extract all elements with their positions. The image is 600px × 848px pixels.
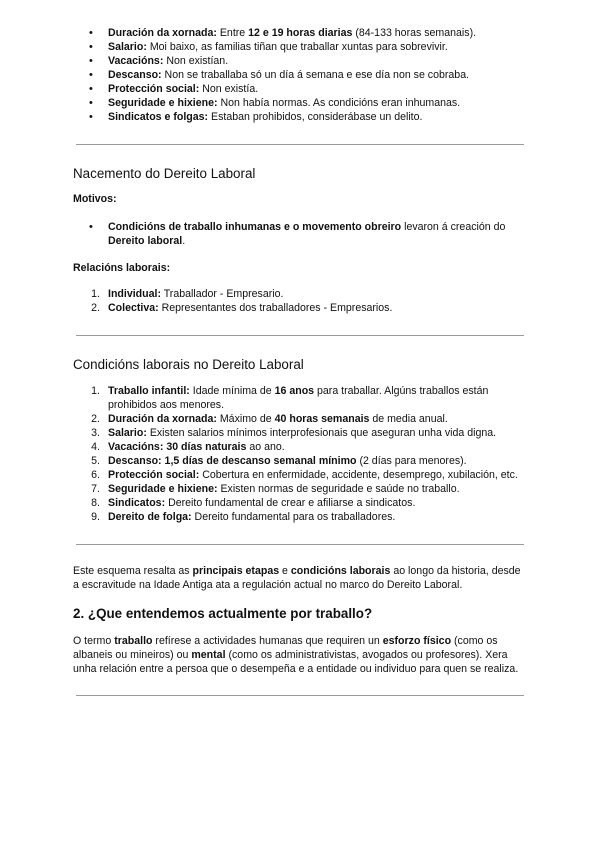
list-item: • Protección social: Non existía. [73,82,525,96]
list-item: • Seguridade e hixiene: Non había normas. As condicións eran inhumanas. [73,96,525,110]
section-title-condicions: Condicións laborais no Dereito Laboral [73,357,304,372]
list-item: • Salario: Moi baixo, as familias tiñan que traballar xuntas para sobrevivir. [73,40,525,54]
section-2-paragraph: O termo traballo refírese a actividades humanas que requiren un esforzo físico (como os albaneis ou mineiros) ou mental (como os administrativistas, avogados ou profesores). Xera unha relación entre a persoa que o desempeña e a entidade ou individuo para quen se realiza. [73,635,519,675]
divider [76,144,524,145]
divider [76,335,524,336]
list-item: 2. Colectiva: Representantes dos traballadores - Empresarios. [91,302,393,314]
list-item: 1. Individual: Traballador - Empresario. [91,288,284,300]
list-item: • Condicións de traballo inhumanas e o movemento obreiro levaron á creación do Dereito laboral. [73,220,525,248]
list-item: 3. Salario: Existen salarios mínimos interprofesionais que aseguran unha vida digna. [91,427,497,439]
document-page [73,26,525,696]
list-item: 5. Descanso: 1,5 días de descanso semanal mínimo (2 días para menores). [91,455,467,467]
list-item: 1. Traballo infantil: Idade mínima de 16 anos para traballar. Algúns traballos están prohibidos aos menores. [91,385,489,411]
motivos-label: Motivos: [73,193,117,205]
list-item: • Duración da xornada: Entre 12 e 19 horas diarias (84-133 horas semanais). [73,26,525,40]
section-title-2: 2. ¿Que entendemos actualmente por traballo? [73,606,373,621]
list-item: 7. Seguridade e hixiene: Existen normas de seguridade e saúde no traballo. [91,483,460,495]
list-item: 8. Sindicatos: Dereito fundamental de crear e afiliarse a sindicatos. [91,497,416,509]
section-title-nacemento: Nacemento do Dereito Laboral [73,166,256,181]
motivos-list [73,220,525,248]
list-item: 9. Dereito de folga: Dereito fundamental para os traballadores. [91,511,396,523]
historical-conditions-list [73,26,525,124]
list-item: • Sindicatos e folgas: Estaban prohibidos, considerábase un delito. [73,110,525,124]
condicions-list [73,384,525,524]
relacions-label: Relacións laborais: [73,262,171,274]
list-item: • Vacacións: Non existían. [73,54,525,68]
divider [76,695,524,696]
relacions-list [73,287,525,315]
list-item: 6. Protección social: Cobertura en enfermidade, accidente, desemprego, xubilación, etc. [91,469,518,481]
divider [76,544,524,545]
summary-paragraph: Este esquema resalta as principais etapas e condicións laborais ao longo da historia, desde a escravitude na Idade Antiga ata a regulación actual no marco do Dereito Laboral. [73,565,521,591]
list-item: 2. Duración da xornada: Máximo de 40 horas semanais de media anual. [91,413,448,425]
list-item: 4. Vacacións: 30 días naturais ao ano. [91,441,285,453]
list-item: • Descanso: Non se traballaba só un día á semana e ese día non se cobraba. [73,68,525,82]
